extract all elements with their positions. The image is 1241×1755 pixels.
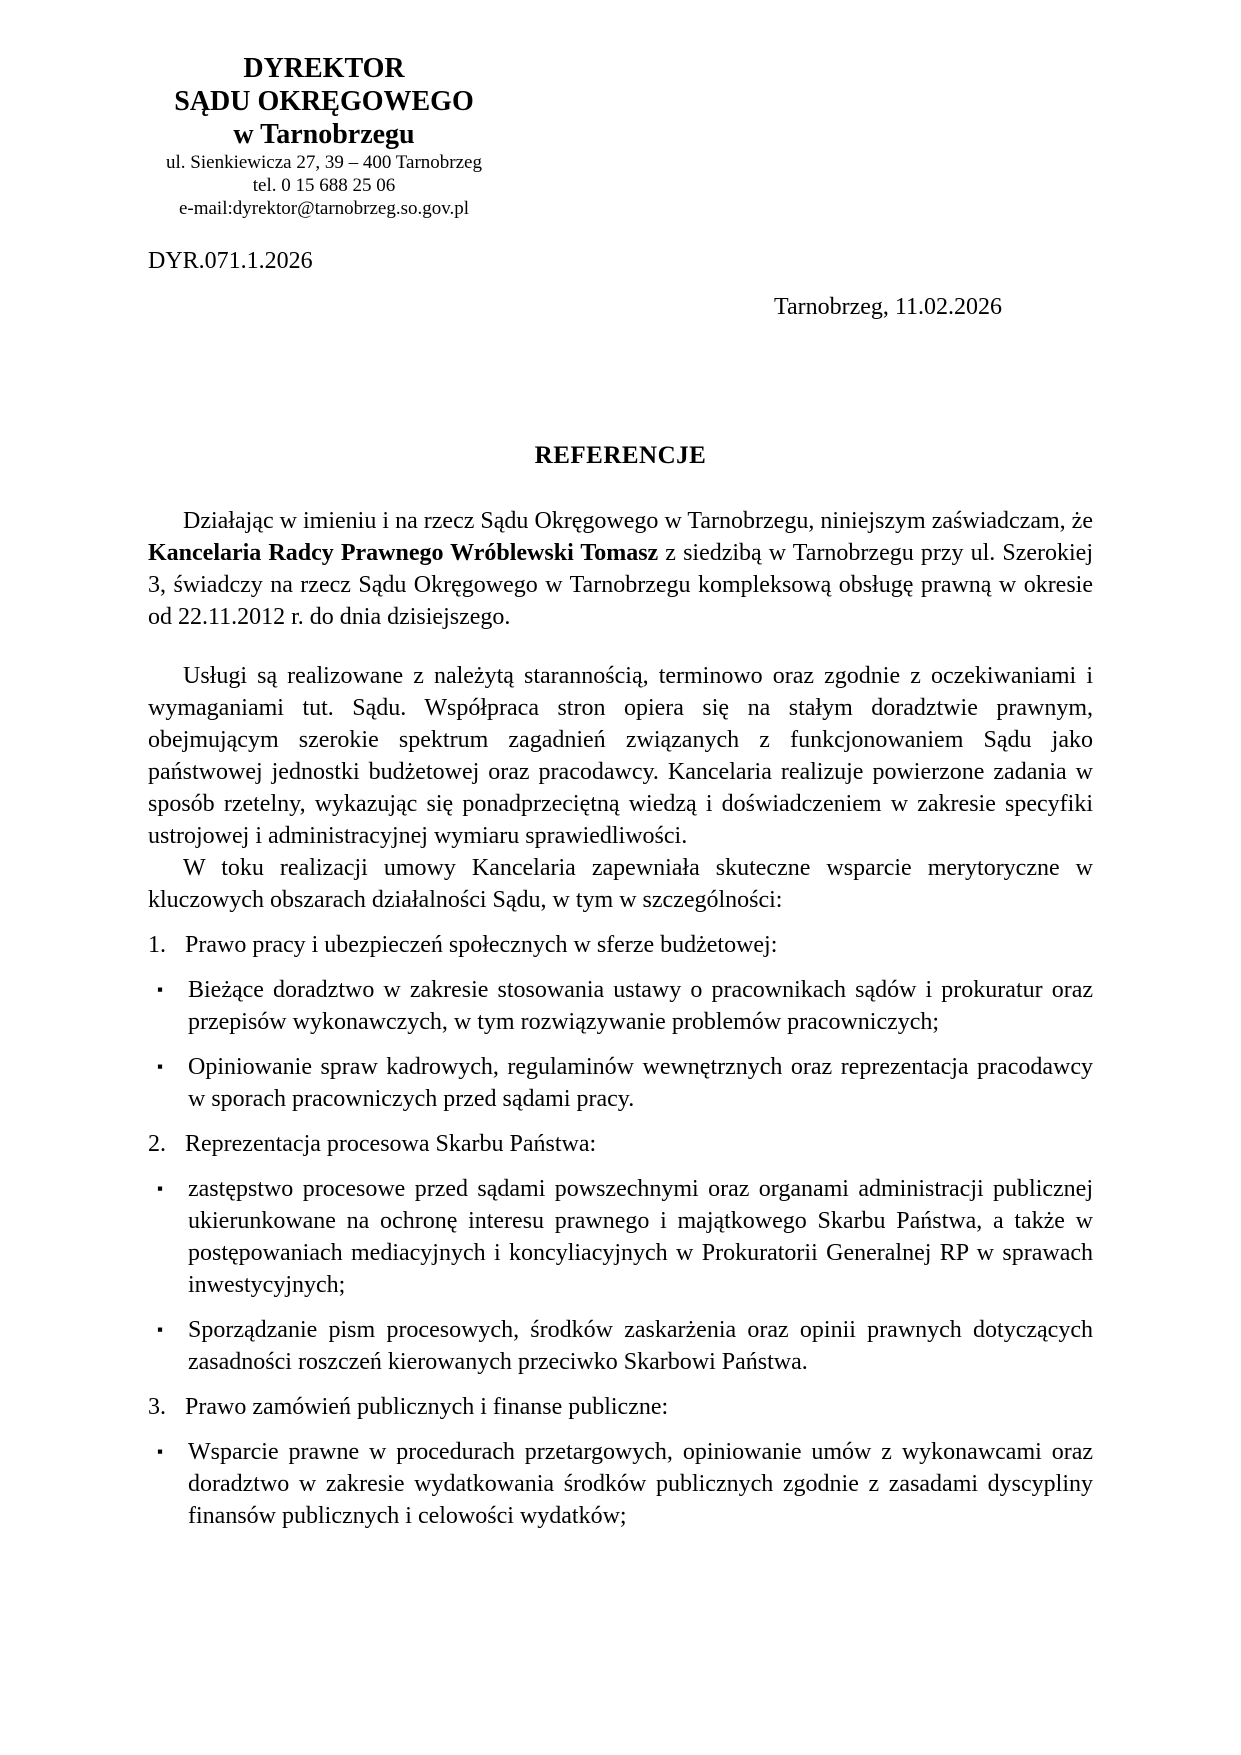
bullet-item-1-2-text: Opiniowanie spraw kadrowych, regulaminów wewnętrznych oraz reprezentacja pracodawcy w sporach pracowniczych przed sądami pracy. xyxy=(188,1054,1093,1112)
letterhead-address: ul. Sienkiewicza 27, 39 – 400 Tarnobrzeg xyxy=(166,152,482,173)
bullet-square-icon: ▪ xyxy=(157,1320,164,1339)
letterhead-title-line1: DYREKTOR xyxy=(243,53,405,84)
item-2-heading: Reprezentacja procesowa Skarbu Państwa: xyxy=(185,1131,597,1157)
document-title: REFERENCJE xyxy=(534,442,707,469)
letterhead xyxy=(148,52,500,220)
letterhead-email: e-mail:dyrektor@tarnobrzeg.so.gov.pl xyxy=(178,198,470,219)
bullet-item-3-1 xyxy=(148,1436,1093,1532)
paragraph-intro-before: Działając w imieniu i na rzecz Sądu Okręgowego w Tarnobrzegu, niniejszym zaświadczam, że xyxy=(183,508,1093,534)
bullet-square-icon: ▪ xyxy=(157,1057,164,1076)
letterhead-title-line3: w Tarnobrzegu xyxy=(233,119,415,150)
bullet-square-icon: ▪ xyxy=(157,1179,164,1198)
law-firm-name: Kancelaria Radcy Prawnego Wróblewski Tomasz xyxy=(148,540,659,566)
reference-number: DYR.071.1.2026 xyxy=(148,248,313,274)
numbered-item-2 xyxy=(148,1128,1093,1160)
item-3-number: 3. xyxy=(148,1394,166,1420)
bullet-item-2-1-text: zastępstwo procesowe przed sądami powszechnymi oraz organami administracji publicznej ukierunkowane na ochronę interesu prawnego i majątkowego Skarbu Państwa, a także w postępowaniach mediacyjnych i koncyliacyjnych w Prokuratorii Generalnej RP w sprawach inwestycyjnych; xyxy=(188,1176,1093,1298)
numbered-item-3 xyxy=(148,1391,1093,1423)
document-content xyxy=(148,52,1093,1532)
bullet-item-1-2 xyxy=(148,1051,1093,1115)
item-2-number: 2. xyxy=(148,1131,166,1157)
item-1-number: 1. xyxy=(148,932,166,958)
paragraph-intro xyxy=(148,505,1093,633)
bullet-item-2-2-text: Sporządzanie pism procesowych, środków zaskarżenia oraz opinii prawnych dotyczących zasadności roszczeń kierowanych przeciwko Skarbowi Państwa. xyxy=(188,1317,1093,1375)
bullet-square-icon: ▪ xyxy=(157,980,164,999)
letterhead-title-line2: SĄDU OKRĘGOWEGO xyxy=(174,86,474,117)
bullet-item-3-1-text: Wsparcie prawne w procedurach przetargowych, opiniowanie umów z wykonawcami oraz doradztwo w zakresie wydatkowania środków publicznych zgodnie z zasadami dyscypliny finansów publicznych i celowości wydatków; xyxy=(188,1439,1093,1529)
item-1-heading: Prawo pracy i ubezpieczeń społecznych w sferze budżetowej: xyxy=(185,932,778,958)
bullet-item-1-1-text: Bieżące doradztwo w zakresie stosowania ustawy o pracownikach sądów i prokuratur oraz przepisów wykonawczych, w tym rozwiązywanie problemów pracowniczych; xyxy=(188,977,1093,1035)
bullet-item-2-1 xyxy=(148,1173,1093,1301)
paragraph-intro-after: z siedzibą w Tarnobrzegu przy ul. Szerokiej 3, świadczy na rzecz Sądu Okręgowego w Tarnobrzegu kompleksową obsługę prawną w okresie od 22.11.2012 r. do dnia dzisiejszego. xyxy=(148,540,1093,630)
letterhead-phone: tel. 0 15 688 25 06 xyxy=(252,175,396,196)
bullet-item-2-2 xyxy=(148,1314,1093,1378)
numbered-item-1 xyxy=(148,929,1093,961)
item-3-heading: Prawo zamówień publicznych i finanse publiczne: xyxy=(185,1394,669,1420)
dateline: Tarnobrzeg, 11.02.2026 xyxy=(773,294,1002,320)
bullet-item-1-1 xyxy=(148,974,1093,1038)
paragraph-services: Usługi są realizowane z należytą starannością, terminowo oraz zgodnie z oczekiwaniami i wymaganiami tut. Sądu. Współpraca stron opiera się na stałym doradztwie prawnym, obejmującym szerokie spektrum zagadnień związanych z funkcjonowaniem Sądu jako państwowej jednostki budżetowej oraz pracodawcy. Kancelaria realizuje powierzone zadania w sposób rzetelny, wykazując się ponadprzeciętną wiedzą i doświadczeniem w zakresie specyfiki ustrojowej i administracyjnej wymiaru sprawiedliwości. xyxy=(148,663,1093,849)
bullet-square-icon: ▪ xyxy=(157,1442,164,1461)
paragraph-scope-intro: W toku realizacji umowy Kancelaria zapewniała skuteczne wsparcie merytoryczne w kluczowych obszarach działalności Sądu, w tym w szczególności: xyxy=(148,855,1093,913)
